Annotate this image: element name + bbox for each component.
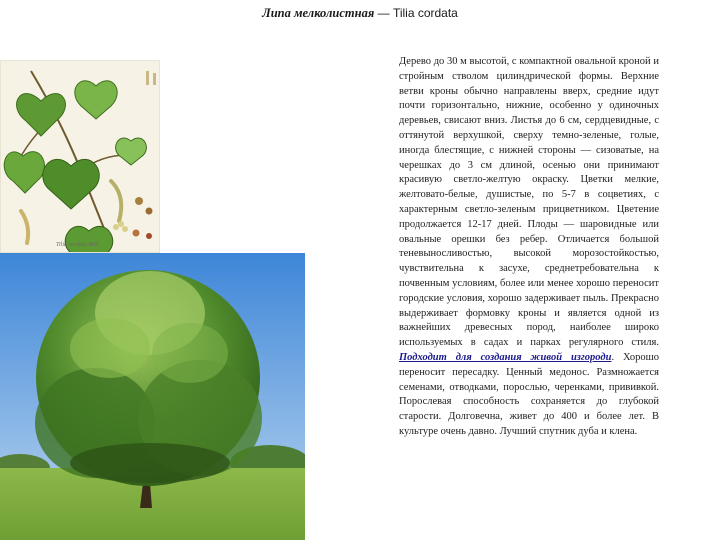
botanical-drawing [1,61,160,253]
botanical-caption: Tilia cordata Mill. [56,242,100,248]
tree-photo [0,253,305,540]
title-latin: Tilia cordata [392,6,458,20]
description-part-1: Дерево до 30 м высотой, с компактной овальной кроной и стройным стволом цилиндрической формы. Верхние ветви кроны обычно направлены вверх, средние идут почти горизонтально, нижние, особенно у одиночных деревьев, свисают вниз. Листья до 6 см, сердцевидные, с оттянутой верхушкой, сверху темно-зеленые, голые, иногда блестящие, с нижней стороны — сизоватые, на черешках до 3 см длиной, осенью они принимают красивую светло-желтую окраску. Цветки мелкие, желтовато-белые, душистые, по 5-7 в соцветиях, с характерным светло-зеленым прицветником. Цветение продолжается 12-17 дней. Плоды — шаровидные или овальные орешки без ребер. Отличается большой теневыносливостью, высокой морозостойкостью, чувствительна к засухе, среднетребовательна к почвенным условиям, более или менее хорошо переносит городские условия, хорошо задерживает пыль. Прекрасно выдерживает формовку кроны и является одной из важнейших древесных пород, наиболее широко используемых в садах и парках регулярного стиля. [399,56,659,349]
description-part-2: . Хорошо переносит пересадку. Ценный медонос. Размножается семенами, отводками, порослью, черенками, прививкой. Порослевая способность сохраняется до глубокой старости. Долговечна, живет до 400 и более лет. В культуре очень давно. Лучший спутник дуба и клена. [399,351,659,437]
title-separator: — [374,6,393,20]
tree-photo-drawing [0,253,305,540]
page-title [0,6,720,20]
botanical-illustration [0,60,160,253]
title-russian: Липа мелколистная [262,6,375,20]
description-text [399,55,659,440]
hedge-link[interactable]: Подходит для создания живой изгороди [399,351,612,363]
